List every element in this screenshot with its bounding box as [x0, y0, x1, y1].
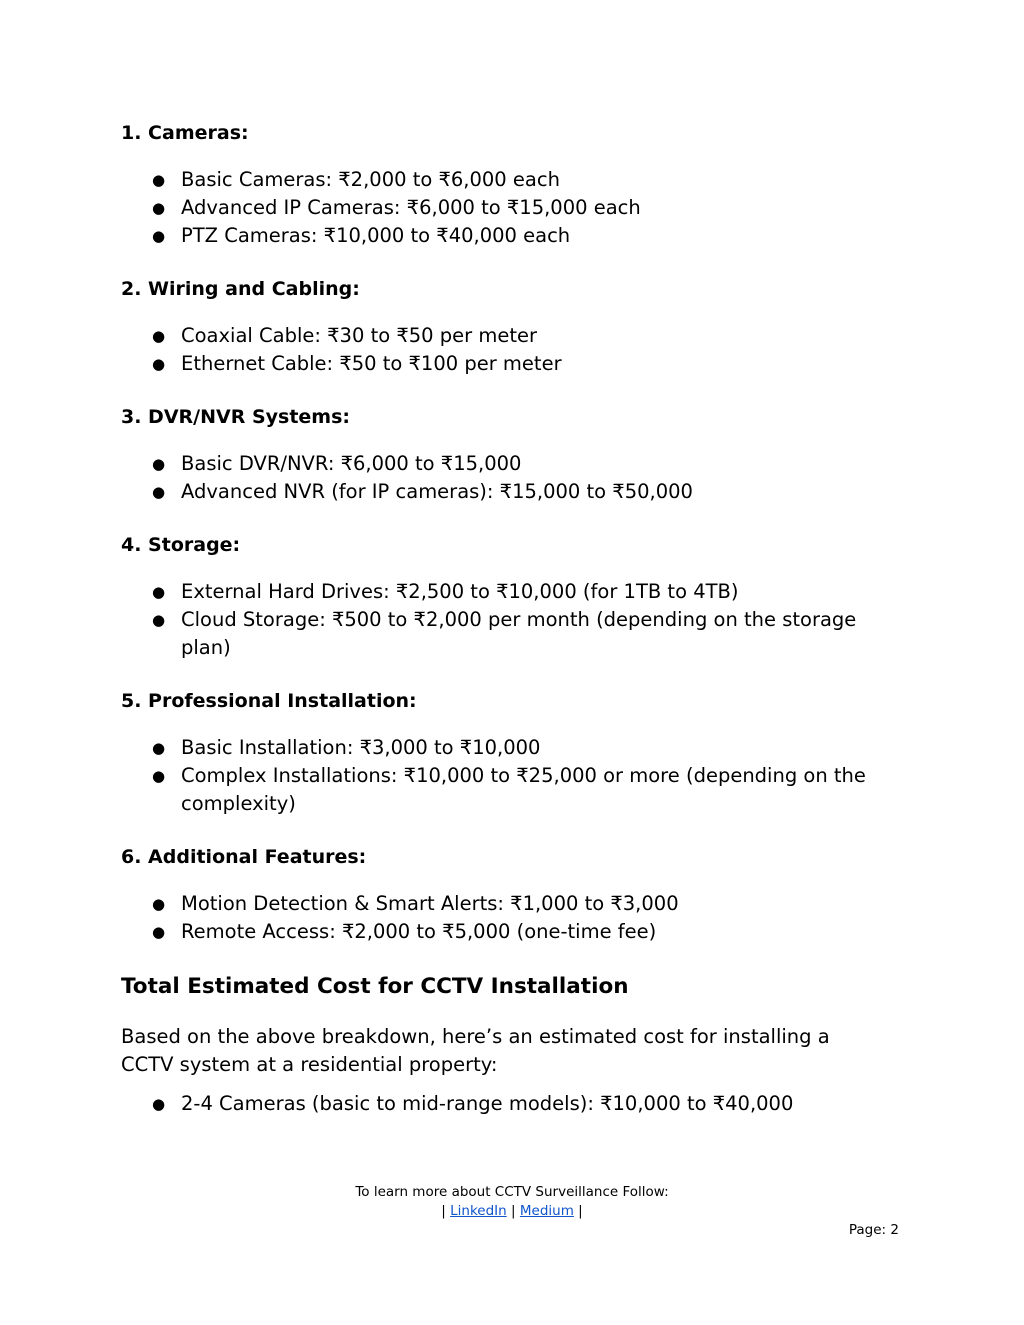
medium-link[interactable]: Medium	[519, 1203, 574, 1219]
bullet-icon: ●	[152, 767, 166, 785]
section-heading-wiring: 2. Wiring and Cabling:	[121, 278, 360, 300]
bullet-icon: ●	[152, 227, 166, 245]
total-cost-heading: Total Estimated Cost for CCTV Installation	[121, 974, 629, 999]
footer-separator: |	[578, 1203, 583, 1219]
list-item: ● Cloud Storage: ₹500 to ₹2,000 per month (depending on the storage plan)	[152, 608, 857, 659]
list-item: ● PTZ Cameras: ₹10,000 to ₹40,000 each	[121, 222, 911, 250]
storage-list	[121, 578, 911, 662]
bullet-icon: ●	[152, 327, 166, 345]
total-cost-paragraph: Based on the above breakdown, here’s an estimated cost for installing a CCTV system at a residential property:	[121, 1025, 830, 1076]
list-item: ● Coaxial Cable: ₹30 to ₹50 per meter	[121, 322, 911, 350]
bullet-icon: ●	[152, 171, 166, 189]
bullet-icon: ●	[152, 483, 166, 501]
list-item: ● 2-4 Cameras (basic to mid-range models): ₹10,000 to ₹40,000	[121, 1090, 911, 1118]
list-item: ● Advanced IP Cameras: ₹6,000 to ₹15,000 each	[121, 194, 911, 222]
linkedin-link[interactable]: LinkedIn	[450, 1203, 507, 1219]
dvr-nvr-list	[121, 450, 911, 506]
section-heading-storage: 4. Storage:	[121, 534, 241, 556]
list-item: ● External Hard Drives: ₹2,500 to ₹10,000 (for 1TB to 4TB)	[121, 578, 911, 606]
section-heading-dvr-nvr: 3. DVR/NVR Systems:	[121, 406, 351, 428]
section-heading-cameras: 1. Cameras:	[121, 122, 249, 144]
bullet-icon: ●	[152, 583, 166, 601]
total-cost-list	[121, 1090, 911, 1118]
list-item: ● Motion Detection & Smart Alerts: ₹1,000 to ₹3,000	[121, 890, 911, 918]
list-item: ● Basic Installation: ₹3,000 to ₹10,000	[121, 734, 911, 762]
footer-text: To learn more about CCTV Surveillance Follow:	[355, 1184, 669, 1200]
bullet-icon: ●	[152, 739, 166, 757]
features-list	[121, 890, 911, 946]
cameras-list	[121, 166, 911, 250]
bullet-icon: ●	[152, 1095, 166, 1113]
bullet-icon: ●	[152, 923, 166, 941]
page-number: Page: 2	[848, 1222, 899, 1238]
list-item: ● Advanced NVR (for IP cameras): ₹15,000 to ₹50,000	[121, 478, 911, 506]
list-item: ● Basic Cameras: ₹2,000 to ₹6,000 each	[121, 166, 911, 194]
wiring-list	[121, 322, 911, 378]
footer-separator: |	[441, 1203, 446, 1219]
installation-list	[121, 734, 911, 818]
footer-links	[0, 1202, 1024, 1221]
section-heading-features: 6. Additional Features:	[121, 846, 367, 868]
bullet-icon: ●	[152, 355, 166, 373]
list-item: ● Complex Installations: ₹10,000 to ₹25,000 or more (depending on the complexity)	[152, 764, 866, 815]
bullet-icon: ●	[152, 455, 166, 473]
bullet-icon: ●	[152, 611, 166, 629]
bullet-icon: ●	[152, 199, 166, 217]
footer-separator: |	[511, 1203, 516, 1219]
list-item: ● Basic DVR/NVR: ₹6,000 to ₹15,000	[121, 450, 911, 478]
list-item: ● Remote Access: ₹2,000 to ₹5,000 (one-time fee)	[121, 918, 911, 946]
section-heading-installation: 5. Professional Installation:	[121, 690, 417, 712]
bullet-icon: ●	[152, 895, 166, 913]
list-item: ● Ethernet Cable: ₹50 to ₹100 per meter	[121, 350, 911, 378]
